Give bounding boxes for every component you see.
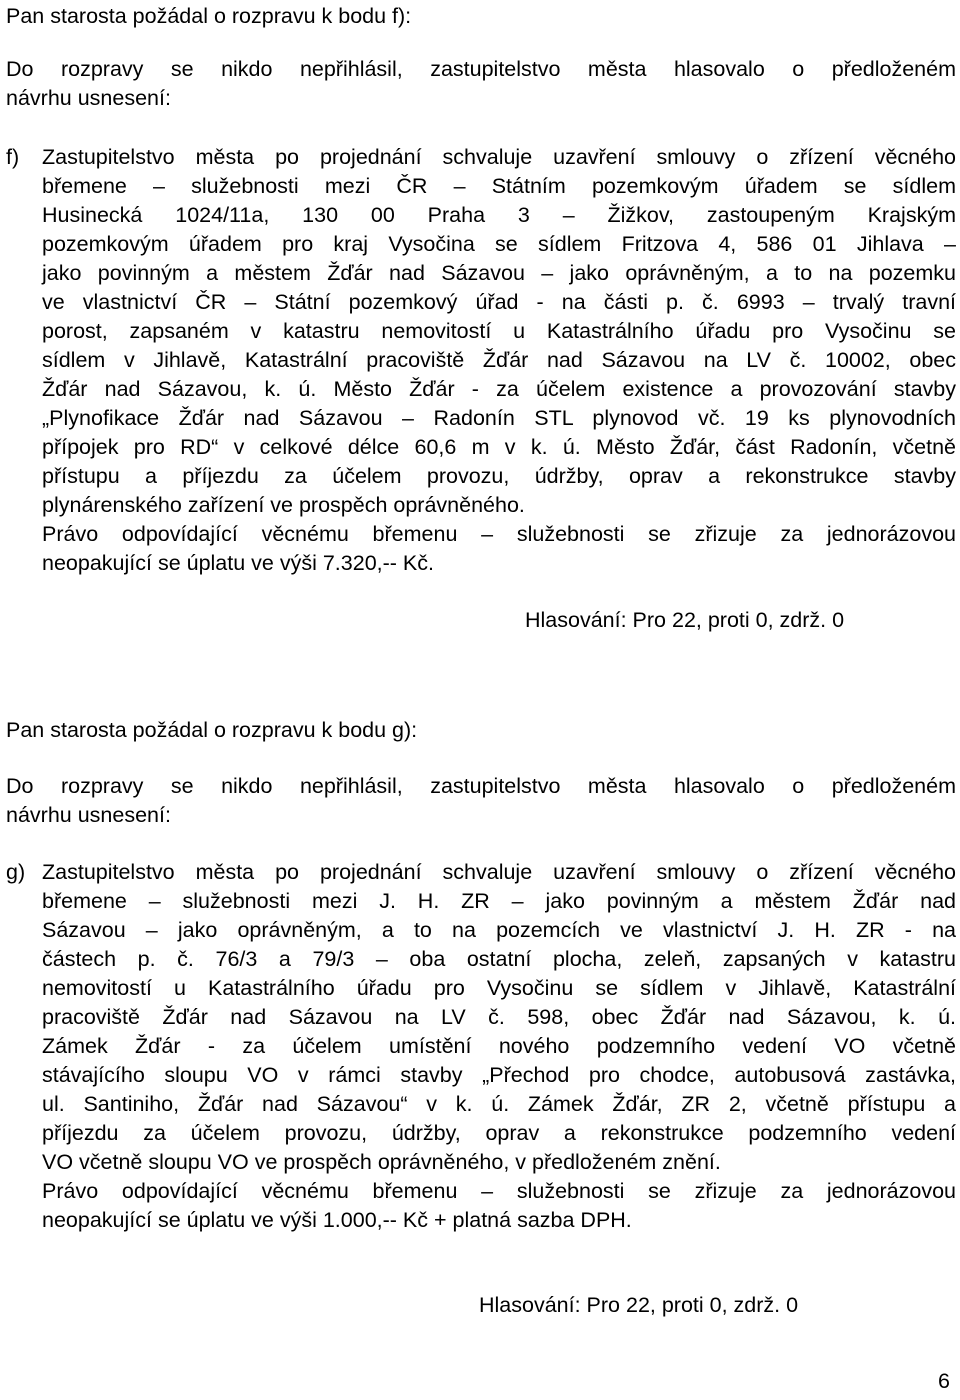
section-g-resolution-line: pracoviště Žďár nad Sázavou na LV č. 598, obec Žďár nad Sázavou, k. ú. — [42, 1005, 956, 1029]
section-f-resolution-line: přípojek pro RD“ v celkové délce 60,6 m v k. ú. Město Žďár, část Radonín, včetně — [42, 435, 956, 459]
section-f-label: f) — [6, 145, 20, 169]
section-f-resolution-line: Zastupitelstvo města po projednání schvaluje uzavření smlouvy o zřízení věcného — [42, 145, 956, 169]
document-page — [6, 0, 956, 1400]
section-f-resolution-line: porost, zapsaném v katastru nemovitostí u Katastrálního úřadu pro Vysočinu se — [42, 319, 956, 343]
section-g-resolution-line: Zámek Žďár - za účelem umístění nového podzemního vedení VO včetně — [42, 1034, 956, 1058]
section-f-resolution-line: přístupu a příjezdu za účelem provozu, údržby, oprav a rekonstrukce stavby — [42, 464, 956, 488]
section-g-discussion-line: návrhu usnesení: — [6, 803, 171, 827]
section-f-resolution-line: Právo odpovídající věcnému břemenu – služebnosti se zřizuje za jednorázovou — [42, 522, 956, 546]
section-g-label: g) — [6, 860, 26, 884]
section-f-vote-result: Hlasování: Pro 22, proti 0, zdrž. 0 — [525, 608, 845, 632]
section-f-resolution-line: pozemkovým úřadem pro kraj Vysočina se sídlem Fritzova 4, 586 01 Jihlava – — [42, 232, 956, 256]
section-f-resolution-line: ve vlastnictví ČR – Státní pozemkový úřad - na části p. č. 6993 – trvalý travní — [42, 290, 956, 314]
section-g-resolution-line: Sázavou – jako oprávněným, a to na pozemcích ve vlastnictví J. H. ZR - na — [42, 918, 956, 942]
section-g-resolution-line: nemovitostí u Katastrálního úřadu pro Vysočinu se sídlem v Jihlavě, Katastrální — [42, 976, 956, 1000]
section-f-resolution-line: plynárenského zařízení ve prospěch oprávněného. — [42, 493, 525, 517]
section-g-resolution-line: stávajícího sloupu VO v rámci stavby „Přechod pro chodce, autobusová zastávka, — [42, 1063, 956, 1087]
section-f-resolution-line: neopakující se úplatu ve výši 7.320,-- Kč. — [42, 551, 434, 575]
section-g-resolution-line: ul. Santiniho, Žďár nad Sázavou“ v k. ú. Zámek Žďár, ZR 2, včetně přístupu a — [42, 1092, 956, 1116]
section-g-vote-result: Hlasování: Pro 22, proti 0, zdrž. 0 — [479, 1293, 799, 1317]
section-g-resolution-line: VO včetně sloupu VO ve prospěch oprávněného, v předloženém znění. — [42, 1150, 721, 1174]
section-g-intro: Pan starosta požádal o rozpravu k bodu g): — [6, 718, 418, 742]
section-f-intro: Pan starosta požádal o rozpravu k bodu f): — [6, 4, 412, 28]
section-g-resolution-line: příjezdu za účelem provozu, údržby, oprav a rekonstrukce podzemního vedení — [42, 1121, 956, 1145]
page-number: 6 — [938, 1369, 950, 1393]
section-g-resolution-line: neopakující se úplatu ve výši 1.000,-- Kč + platná sazba DPH. — [42, 1208, 632, 1232]
section-g-resolution-line: břemene – služebnosti mezi J. H. ZR – jako povinným a městem Žďár nad — [42, 889, 956, 913]
section-f-resolution-line: Husinecká 1024/11a, 130 00 Praha 3 – Žižkov, zastoupeným Krajským — [42, 203, 956, 227]
section-g-discussion-line: Do rozpravy se nikdo nepřihlásil, zastupitelstvo města hlasovalo o předloženém — [6, 774, 956, 798]
section-f-resolution-line: sídlem v Jihlavě, Katastrální pracoviště Žďár nad Sázavou na LV č. 10002, obec — [42, 348, 956, 372]
section-f-discussion-line: návrhu usnesení: — [6, 86, 171, 110]
section-g-resolution-line: Právo odpovídající věcnému břemenu – služebnosti se zřizuje za jednorázovou — [42, 1179, 956, 1203]
section-f-resolution-line: břemene – služebnosti mezi ČR – Státním pozemkovým úřadem se sídlem — [42, 174, 956, 198]
section-f-resolution-line: „Plynofikace Žďár nad Sázavou – Radonín STL plynovod vč. 19 ks plynovodních — [42, 406, 956, 430]
section-g-resolution-line: částech p. č. 76/3 a 79/3 – oba ostatní plocha, zeleň, zapsaných v katastru — [42, 947, 956, 971]
section-f-resolution-line: Žďár nad Sázavou, k. ú. Město Žďár - za účelem existence a provozování stavby — [42, 377, 956, 401]
section-f-resolution-line: jako povinným a městem Žďár nad Sázavou – jako oprávněným, a to na pozemku — [42, 261, 956, 285]
section-f-discussion-line: Do rozpravy se nikdo nepřihlásil, zastupitelstvo města hlasovalo o předloženém — [6, 57, 956, 81]
section-g-resolution-line: Zastupitelstvo města po projednání schvaluje uzavření smlouvy o zřízení věcného — [42, 860, 956, 884]
